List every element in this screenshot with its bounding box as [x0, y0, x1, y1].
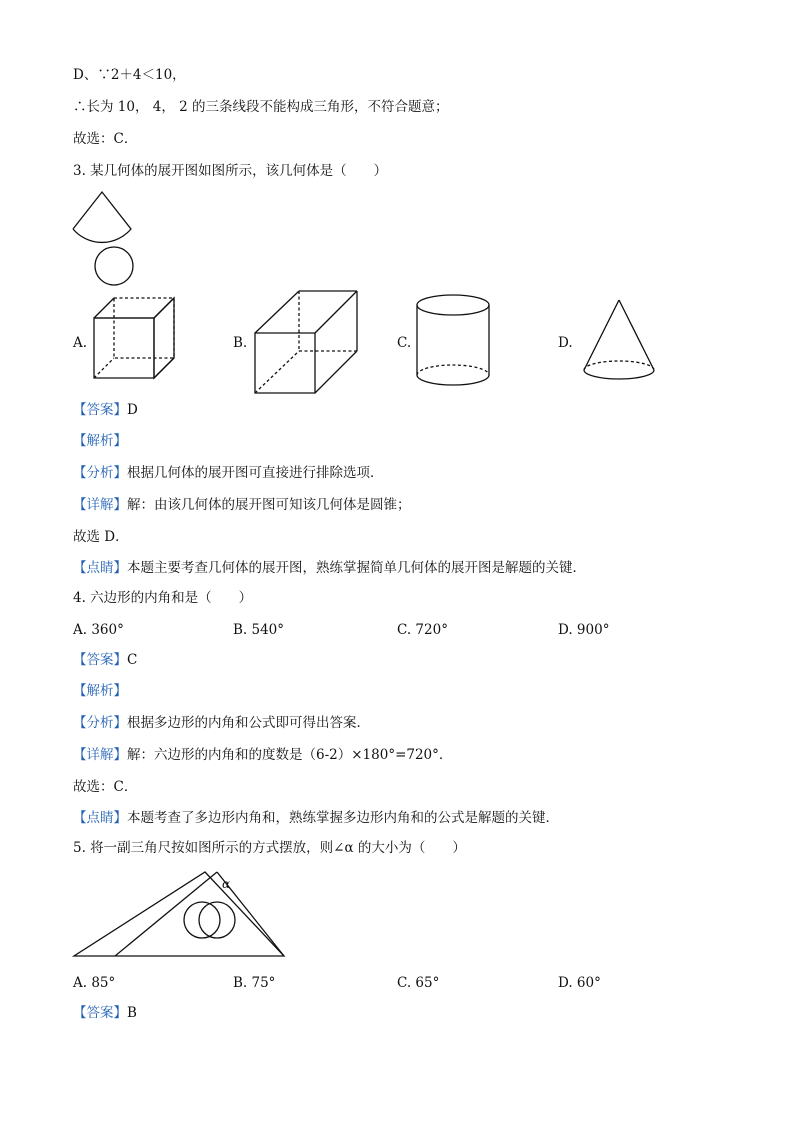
q3-option-c-cylinder — [415, 293, 493, 388]
q4-jiexi: 【解析】 — [73, 683, 127, 699]
answer-tag: 【答案】 — [73, 652, 127, 668]
q4-option-c: C. 720° — [397, 622, 448, 638]
q3-xiangjie — [73, 496, 411, 514]
q3-option-d-cone — [581, 298, 659, 384]
q3-choose: 故选 D． — [73, 529, 129, 545]
q5-question: 5. 将一副三角尺按如图所示的方式摆放，则∠α 的大小为（ ） — [73, 840, 466, 856]
prev-line-3: 故选：C． — [73, 131, 138, 147]
fenxi-text: 根据几何体的展开图可直接进行排除选项． — [127, 465, 384, 481]
answer-tag: 【答案】 — [73, 402, 127, 418]
net-sector — [73, 192, 131, 242]
q5-set-square-figure — [72, 868, 288, 960]
q3-question: 3. 某几何体的展开图如图所示，该几何体是（ ） — [73, 163, 388, 179]
q3-option-d-label: D. — [558, 335, 573, 351]
answer-value: D — [127, 402, 138, 418]
alpha-label: α — [222, 877, 231, 891]
q3-option-b-label: B. — [233, 335, 248, 351]
q5-option-b: B. 75° — [233, 975, 276, 991]
q3-option-b-cuboid — [253, 289, 361, 395]
triangle-large — [74, 872, 284, 956]
net-circle — [95, 247, 133, 285]
q5-answer — [73, 1004, 137, 1022]
q3-jiexi: 【解析】 — [73, 433, 127, 449]
q4-option-d: D. 900° — [558, 622, 610, 638]
xiangjie-text: 解：由该几何体的展开图可知该几何体是圆锥； — [127, 497, 411, 513]
q4-option-a: A. 360° — [73, 622, 124, 638]
q3-option-c-label: C. — [397, 335, 412, 351]
q3-option-a-cube — [92, 296, 178, 382]
q3-option-a-label: A. — [73, 335, 88, 351]
q5-option-d: D. 60° — [558, 975, 601, 991]
q4-xiangjie — [73, 746, 452, 764]
xiangjie-tag: 【详解】 — [73, 497, 127, 513]
fenxi-tag: 【分析】 — [73, 715, 127, 731]
dianjing-tag: 【点睛】 — [73, 810, 127, 826]
dianjing-tag: 【点睛】 — [73, 560, 127, 576]
q4-fenxi — [73, 714, 370, 732]
xiangjie-tag: 【详解】 — [73, 747, 127, 763]
q5-option-a: A. 85° — [73, 975, 116, 991]
fenxi-tag: 【分析】 — [73, 465, 127, 481]
fenxi-text: 根据多边形的内角和公式即可得出答案． — [127, 715, 370, 731]
q3-fenxi — [73, 464, 384, 482]
answer-tag: 【答案】 — [73, 1005, 127, 1021]
q4-option-b: B. 540° — [233, 622, 285, 638]
answer-value: C — [127, 652, 138, 668]
q3-answer — [73, 401, 138, 419]
q4-dianjing — [73, 809, 559, 827]
q4-choose: 故选：C． — [73, 779, 138, 795]
dianjing-text: 本题考查了多边形内角和，熟练掌握多边形内角和的公式是解题的关键． — [127, 810, 559, 826]
q3-net-figure — [70, 186, 140, 290]
q4-question: 4. 六边形的内角和是（ ） — [73, 590, 253, 606]
q4-answer — [73, 651, 137, 669]
q5-option-c: C. 65° — [397, 975, 440, 991]
xiangjie-text: 解：六边形的内角和的度数是（6-2）×180°=720°． — [127, 747, 453, 763]
dianjing-text: 本题主要考查几何体的展开图，熟练掌握简单几何体的展开图是解题的关键． — [127, 560, 586, 576]
answer-value: B — [127, 1005, 137, 1021]
q3-dianjing — [73, 559, 586, 577]
prev-line-2: ∴长为 10， 4， 2 的三条线段不能构成三角形，不符合题意； — [73, 99, 449, 115]
prev-line-1: D、∵2＋4＜10， — [73, 67, 186, 83]
